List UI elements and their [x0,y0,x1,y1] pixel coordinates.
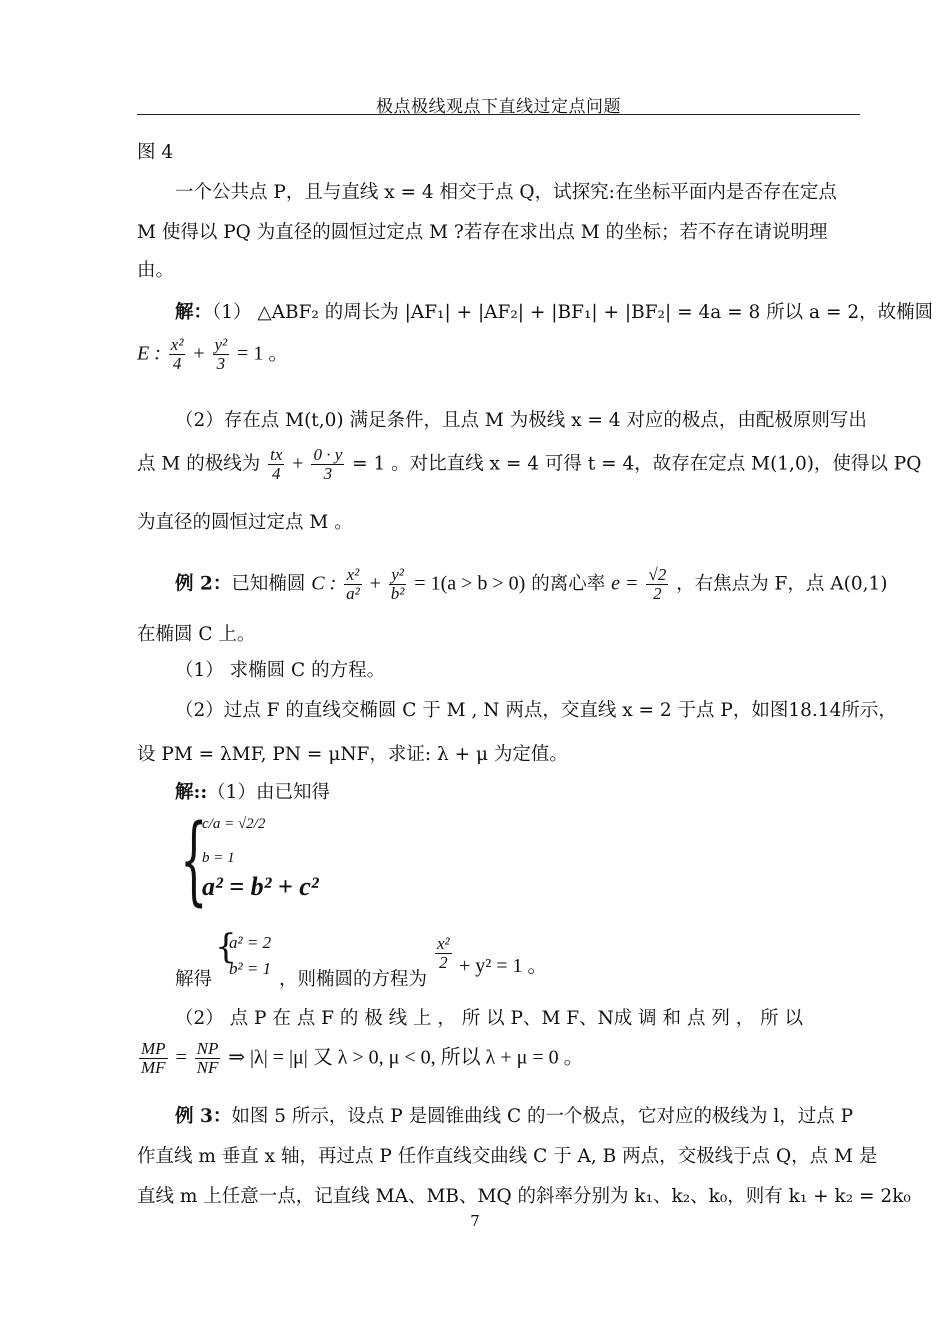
frac-den: 4 [272,463,281,483]
frac-den: 2 [653,583,662,603]
example2-q2-line1: （2）过点 F 的直线交椭圆 C 于 M , N 两点，交直线 x = 2 于点 P，如图18.14所示， [175,700,897,721]
small-brace: { [215,927,237,967]
fraction-x2-over-2 [435,935,452,972]
page-header-title: 极点极线观点下直线过定点问题 [376,97,621,117]
eccentricity-label: 的离心率 [531,573,606,595]
fraction-x2-over-a2 [344,566,362,603]
solution1-part1-line2 [137,336,862,373]
frac-den: b² [390,583,405,603]
frac-num: y² [214,335,228,354]
example3-text-1: 如图 5 所示，设点 P 是圆锥曲线 C 的一个极点，它对应的极线为 l，过点 P [231,1106,854,1127]
solution1-label: 解： [175,302,213,323]
frac-den: 4 [172,353,182,373]
system-row-3: a² = b² + c² [202,872,319,901]
frac-num: MP [141,1039,166,1058]
solve-suffix: ，则椭圆的方程为 [279,969,428,990]
example2-label: 例 2： [175,573,232,595]
frac-num: x² [170,335,184,354]
solution1-part2-line2 [137,445,922,483]
problem1-line2: M 使得以 PQ 为直径的圆恒过定点 M ?若存在求出点 M 的坐标；若不存在请说明理 [137,222,828,243]
frac-den: 3 [216,353,226,373]
ellipse-name: E : [137,342,161,365]
frac-num: x² [437,934,450,953]
solution2-part2-line2 [137,1040,862,1077]
solve-end: + y² = 1 。 [459,955,548,977]
solution2-label: 解:: [175,782,208,803]
frac-num: 0 · y [313,445,343,464]
solve-prefix: 解得 [175,969,213,990]
polar-line-prefix: 点 M 的极线为 [137,453,261,475]
frac-den: 2 [439,952,448,972]
solution1-part1-text: （1） △ABF₂ 的周长为 |AF₁| + |AF₂| + |BF₁| + |BF₂| = 4a = 8 所以 a = 2，故椭圆 [212,302,934,323]
fraction-0y-over-3 [311,446,344,483]
solution1-part2-line3: 为直径的圆恒过定点 M 。 [137,512,353,533]
frac-den: 3 [323,463,333,483]
plus-sign: + [369,572,381,595]
example2-text-f: ，右焦点为 F，点 A(0,1) [676,573,888,595]
ellipse-condition: = 1(a > b > 0) [414,572,526,595]
frac-num: y² [389,566,407,585]
page-number: 7 [470,1212,480,1230]
solution2-line1 [175,778,862,804]
fraction-tx-over-4 [268,446,284,483]
system-row-2: b = 1 [202,850,235,866]
frac-den: NF [196,1057,219,1077]
solution1-part2-line1: （2）存在点 M(t,0) 满足条件，且点 M 为极线 x = 4 对应的极点，由配极原则写出 [175,410,867,431]
frac-den: a² [346,583,360,603]
plus-sign: + [292,452,304,475]
plus-sign: + [193,342,205,365]
frac-num: √2 [648,565,667,584]
example2-q2-line2: 设 PM = λMF, PN = μNF，求证: λ + μ 为定值。 [137,744,568,765]
problem1-line1: 一个公共点 P，且与直线 x = 4 相交于点 Q，试探究:在坐标平面内是否存在定点 [175,182,837,203]
example2-text-a: 已知椭圆 [231,573,306,595]
equation-system [180,804,380,916]
fraction-MP-over-MF [139,1040,168,1077]
fraction-y2-over-3 [213,336,230,373]
solution1-part1-line1 [175,298,934,324]
figure-label: 图 4 [137,142,174,163]
frac-den: MF [141,1057,166,1077]
fraction-NP-over-NF [195,1040,221,1077]
fraction-y2-over-b2 [389,566,407,603]
left-brace: { [180,804,208,916]
solution2-solve-line [175,927,862,990]
problem1-line3: 由。 [137,260,175,281]
fraction-x2-over-4 [169,336,186,373]
example3-line2: 作直线 m 垂直 x 轴，再过点 P 任作直线交曲线 C 于 A, B 两点，交极线于点 Q，点 M 是 [137,1146,878,1167]
frac-num: NP [196,1039,219,1058]
fraction-sqrt2-over-2 [646,566,668,603]
equation-end: = 1 。 [237,342,289,365]
example2-line2: 在椭圆 C 上。 [137,624,256,645]
solution2-intro: （1）由已知得 [207,782,330,803]
frac-num: x² [344,566,362,585]
equals-sign: = [175,1046,187,1069]
system-row-1: c/a = √2/2 [202,816,266,832]
example2-q1: （1） 求椭圆 C 的方程。 [175,660,386,681]
example3-line3: 直线 m 上任意一点，记直线 MA、MB、MQ 的斜率分别为 k₁、k₂、k₀，则有 k₁ + k₂ = 2k₀ [137,1186,911,1207]
ellipse-c: C : [311,572,337,595]
header-rule [137,114,860,115]
polar-line-suffix: = 1 。对比直线 x = 4 可得 t = 4，故存在定点 M(1,0)，使得以 PQ [352,453,922,475]
solve-row-1: a² = 2 [229,933,272,952]
solve-row-2: b² = 1 [229,959,272,978]
example2-line1 [175,565,888,603]
example3-label: 例 3： [175,1106,232,1127]
eccentricity-symbol: e = [611,572,639,595]
frac-num: tx [270,445,283,464]
example3-line1 [175,1102,862,1128]
solution2-part2-line1: （2） 点 P 在 点 F 的 极 线 上 ， 所 以 P、M F、N成 调 和 点 列 ， 所 以 [175,1008,803,1029]
conclusion-text: ⇒ |λ| = |μ| 又 λ > 0, μ < 0, 所以 λ + μ = 0 。 [228,1046,584,1069]
